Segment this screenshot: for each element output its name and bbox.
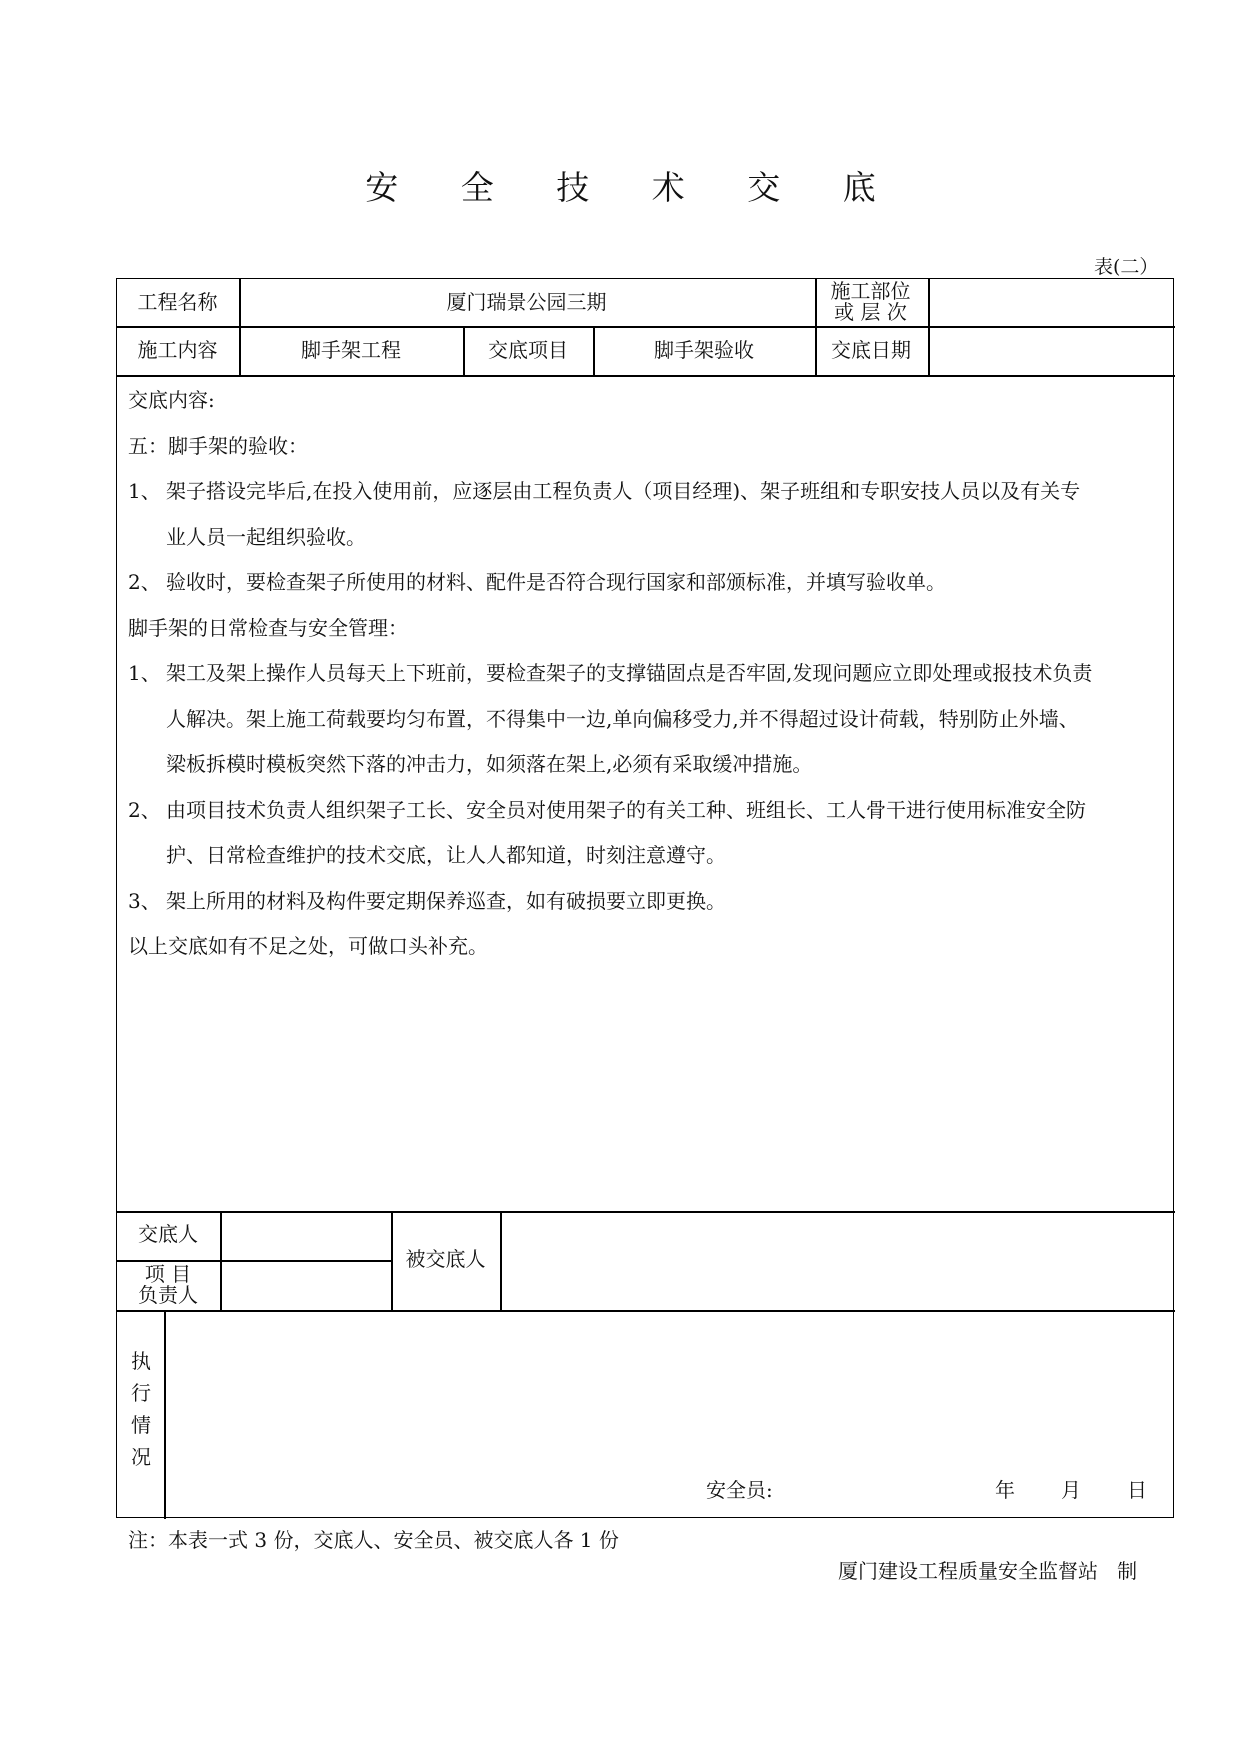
item-text: 架上所用的材料及构件要定期保养巡查，如有破损要立即更换。	[166, 888, 726, 913]
closing-note: 以上交底如有不足之处，可做口头补充。	[128, 934, 488, 958]
item-number: 1、	[128, 479, 161, 503]
list-item	[128, 788, 1168, 834]
disclosure-item-value: 脚手架验收	[654, 338, 754, 362]
item-text-continued: 梁板拆模时模板突然下落的冲击力，如须落在架上,必须有采取缓冲措施。	[166, 752, 813, 776]
item-text-continued: 护、日常检查维护的技术交底，让人人都知道，时刻注意遵守。	[166, 843, 726, 867]
location-label-line2: 或 层 次	[834, 300, 907, 324]
item-number: 2、	[128, 570, 161, 594]
location-label-line1: 施工部位	[830, 279, 911, 303]
receiver-label: 被交底人	[405, 1247, 486, 1271]
form-number: 表(二）	[1094, 256, 1159, 278]
issuer: 厦门建设工程质量安全监督站 制	[838, 1559, 1138, 1583]
execution-label-char: 情	[131, 1413, 151, 1437]
discloser-label: 交底人	[138, 1222, 198, 1246]
work-content-label: 施工内容	[137, 338, 218, 362]
disclosure-content	[128, 378, 1168, 970]
project-manager-label	[116, 1260, 220, 1310]
disclosure-date-value	[927, 326, 1174, 375]
project-name-label: 工程名称	[137, 289, 218, 314]
list-item	[128, 879, 1168, 925]
list-item	[128, 469, 1168, 515]
content-heading: 交底内容:	[128, 388, 215, 412]
item-number: 2、	[128, 797, 161, 822]
row-divider	[117, 375, 1175, 377]
row-divider	[117, 1310, 1175, 1312]
col-divider	[164, 1310, 166, 1519]
execution-label	[126, 1345, 156, 1473]
receiver-signature[interactable]	[500, 1210, 1174, 1309]
discloser-signature[interactable]	[220, 1210, 391, 1259]
list-item	[128, 560, 1168, 606]
disclosure-item-label: 交底项目	[488, 338, 568, 362]
section-heading: 五：脚手架的验收：	[128, 433, 308, 458]
item-text: 验收时，要检查架子所使用的材料、配件是否符合现行国家和部颁标准，并填写验收单。	[166, 570, 946, 594]
item-text: 架工及架上操作人员每天上下班前，要检查架子的支撑锚固点是否牢固,发现问题应立即处理或报技术负责	[166, 661, 1093, 685]
list-item	[128, 651, 1168, 697]
location-label	[814, 278, 927, 326]
execution-label-char: 行	[131, 1381, 151, 1405]
project-manager-signature[interactable]	[220, 1260, 391, 1310]
item-number: 1、	[128, 661, 161, 685]
execution-label-char: 况	[131, 1445, 151, 1469]
execution-label-char: 执	[131, 1349, 151, 1373]
item-text: 由项目技术负责人组织架子工长、安全员对使用架子的有关工种、班组长、工人骨干进行使用标准安全防	[166, 797, 1086, 822]
work-content-value: 脚手架工程	[301, 338, 401, 362]
pm-label-line2: 负责人	[138, 1283, 198, 1307]
year-label: 年	[995, 1478, 1015, 1502]
document-title: 安 全 技 术 交 底	[365, 168, 902, 207]
footnote: 注：本表一式 3 份，交底人、安全员、被交底人各 1 份	[128, 1528, 619, 1552]
item-text-continued: 人解决。架上施工荷载要均匀布置，不得集中一边,单向偏移受力,并不得超过设计荷载，特别防止外墙、	[166, 706, 1079, 731]
project-name-value: 厦门瑞景公园三期	[446, 289, 607, 314]
section-heading: 脚手架的日常检查与安全管理：	[128, 615, 408, 640]
disclosure-date-label: 交底日期	[831, 338, 911, 362]
item-text: 架子搭设完毕后,在投入使用前，应逐层由工程负责人（项目经理)、架子班组和专职安技人员以及有关专	[166, 479, 1081, 503]
item-text-continued: 业人员一起组织验收。	[166, 524, 366, 549]
pm-label-line1: 项 目	[144, 1262, 192, 1286]
safety-officer-label: 安全员:	[706, 1478, 773, 1502]
day-label: 日	[1127, 1478, 1147, 1502]
month-label: 月	[1061, 1478, 1081, 1502]
location-value	[927, 278, 1174, 326]
item-number: 3、	[128, 888, 161, 913]
